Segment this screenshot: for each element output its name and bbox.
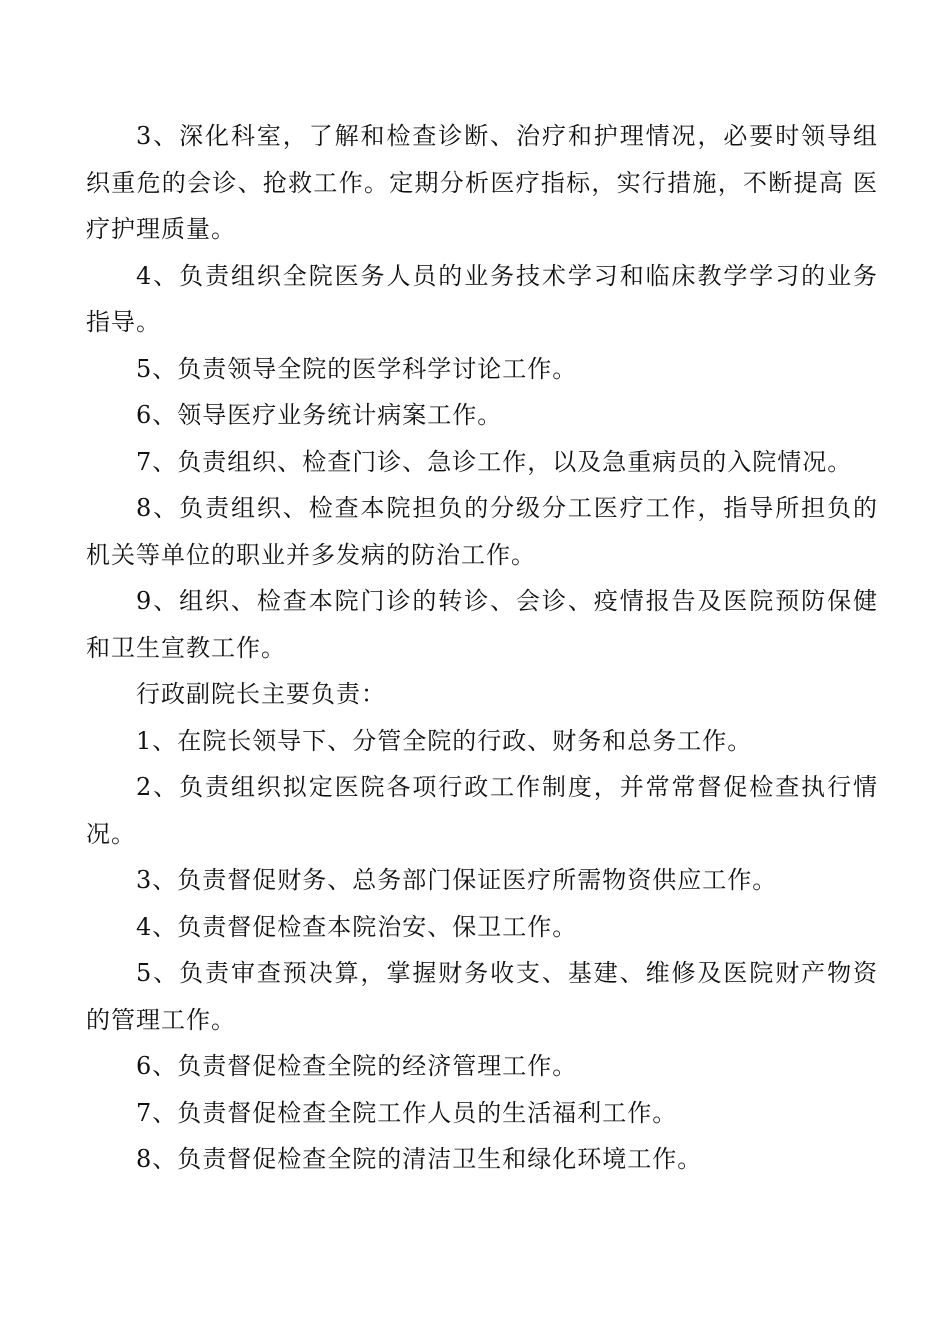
paragraph-item-9-referrals: 9、组织、检查本院门诊的转诊、会诊、疫情报告及医院预防保健 和卫生宣教工作。 <box>86 587 878 662</box>
document-body <box>86 113 878 1183</box>
paragraph-item-3-consultation: 3、深化科室，了解和检查诊断、治疗和护理情况，必要时领导组 织重危的会诊、抢救工作。定期分析医疗指标，实行措施，不断提高 医疗护理质量。 <box>86 122 878 243</box>
paragraph-item-8-tiered-care: 8、负责组织、检查本院担负的分级分工医疗工作，指导所担负的 机关等单位的职业并多发病的防治工作。 <box>86 494 878 569</box>
paragraph-admin-item-8: 8、负责督促检查全院的清洁卫生和绿化环境工作。 <box>136 1145 703 1173</box>
paragraph-admin-item-4: 4、负责督促检查本院治安、保卫工作。 <box>136 912 578 941</box>
paragraph-admin-item-6: 6、负责督促检查全院的经济管理工作。 <box>136 1052 578 1080</box>
paragraph-item-7-outpatient: 7、负责组织、检查门诊、急诊工作，以及急重病员的入院情况。 <box>136 447 853 476</box>
paragraph-admin-item-1: 1、在院长领导下、分管全院的行政、财务和总务工作。 <box>136 726 753 755</box>
paragraph-item-5-research: 5、负责领导全院的医学科学讨论工作。 <box>136 354 578 383</box>
paragraph-admin-item-3: 3、负责督促财务、总务部门保证医疗所需物资供应工作。 <box>136 866 778 894</box>
paragraph-admin-item-7: 7、负责督促检查全院工作人员的生活福利工作。 <box>136 1098 678 1127</box>
paragraph-item-4-training: 4、负责组织全院医务人员的业务技术学习和临床教学学习的业务 指导。 <box>86 261 878 336</box>
paragraph-admin-item-5: 5、负责审查预决算，掌握财务收支、基建、维修及医院财产物资 的管理工作。 <box>86 959 878 1034</box>
section-heading-admin-vice-president: 行政副院长主要负责： <box>136 680 386 708</box>
paragraph-item-6-statistics: 6、领导医疗业务统计病案工作。 <box>136 401 503 429</box>
paragraph-admin-item-2: 2、负责组织拟定医院各项行政工作制度，并常常督促检查执行情况。 <box>86 773 878 848</box>
